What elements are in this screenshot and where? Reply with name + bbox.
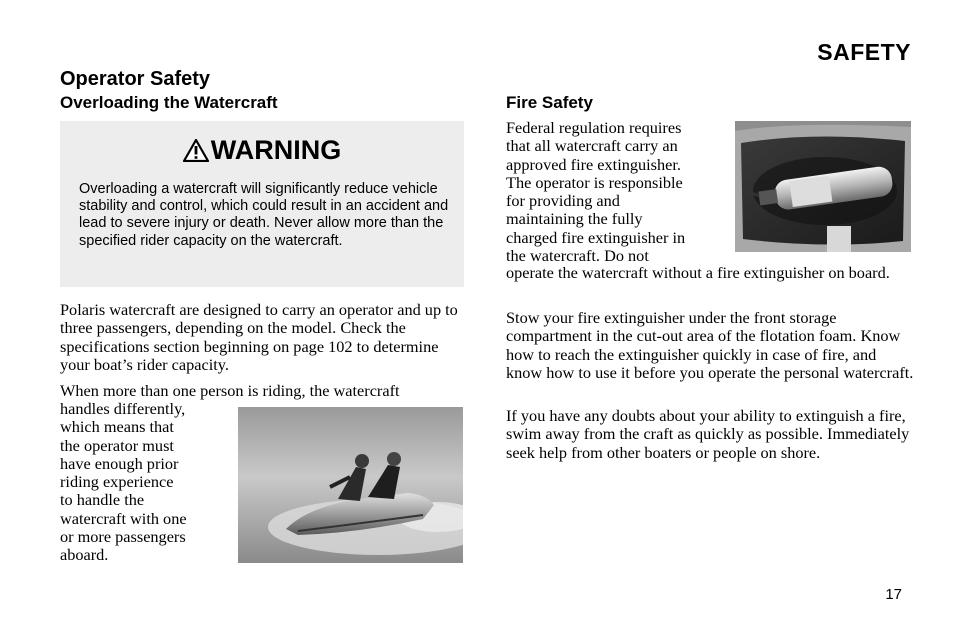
text-line: the operator must	[60, 435, 174, 455]
fire-extinguisher-paragraph-top	[506, 119, 721, 265]
text-line: charged fire extinguisher in	[506, 227, 686, 247]
warning-box	[60, 121, 464, 287]
text-line: the watercraft. Do not	[506, 246, 649, 266]
warning-title: WARNING	[210, 135, 342, 165]
page-number: 17	[885, 586, 902, 603]
operator-safety-heading: Operator Safety	[60, 68, 211, 90]
text-line: watercraft with one	[60, 508, 187, 528]
text-line: approved fire extinguisher.	[506, 154, 681, 174]
text-line: riding experience	[60, 472, 174, 492]
warning-triangle-icon	[183, 139, 209, 162]
warning-header	[60, 135, 464, 166]
rider-capacity-paragraph: Polaris watercraft are designed to carry an operator and up to three passengers, depending on the model. Check the specifications section beginning on page 102 to determine your boat’s rider capacity.	[60, 300, 458, 374]
text-line: have enough prior	[60, 453, 179, 473]
watercraft-riders-photo	[238, 407, 463, 563]
section-title: SAFETY	[817, 39, 911, 65]
fire-extinguisher-paragraph-rest: operate the watercraft without a fire extinguisher on board.	[506, 263, 890, 282]
text-line: maintaining the fully	[506, 209, 643, 229]
stow-extinguisher-paragraph: Stow your fire extinguisher under the front storage compartment in the cut-out area of the flotation foam. Know how to reach the extinguisher quickly in case of fire, and know how to use it before you operate the personal watercraft.	[506, 308, 914, 382]
text-line: The operator is responsible	[506, 172, 683, 192]
fire-safety-heading: Fire Safety	[506, 93, 593, 112]
fire-extinguisher-photo	[735, 121, 911, 252]
text-line: aboard.	[60, 545, 109, 565]
text-line: to handle the	[60, 490, 145, 510]
text-line: handles differently,	[60, 399, 186, 418]
doubts-paragraph: If you have any doubts about your ability to extinguish a fire, swim away from the craft as quickly as possible. Immediately seek help from other boaters or people on shore.	[506, 406, 910, 462]
text-line: for providing and	[506, 191, 620, 211]
text-line: Federal regulation requires	[506, 118, 682, 137]
warning-text: Overloading a watercraft will significantly reduce vehicle stability and control, which could result in an accident and lead to severe injury or death. Never allow more than the specified rider capacity on the watercraft.	[79, 181, 449, 249]
text-line: or more passengers	[60, 527, 186, 547]
multiple-riders-paragraph-line1: When more than one person is riding, the watercraft	[60, 381, 400, 400]
overloading-subheading: Overloading the Watercraft	[60, 93, 278, 112]
multiple-riders-paragraph-rest	[60, 400, 210, 565]
text-line: that all watercraft carry an	[506, 136, 678, 156]
text-line: which means that	[60, 417, 174, 437]
